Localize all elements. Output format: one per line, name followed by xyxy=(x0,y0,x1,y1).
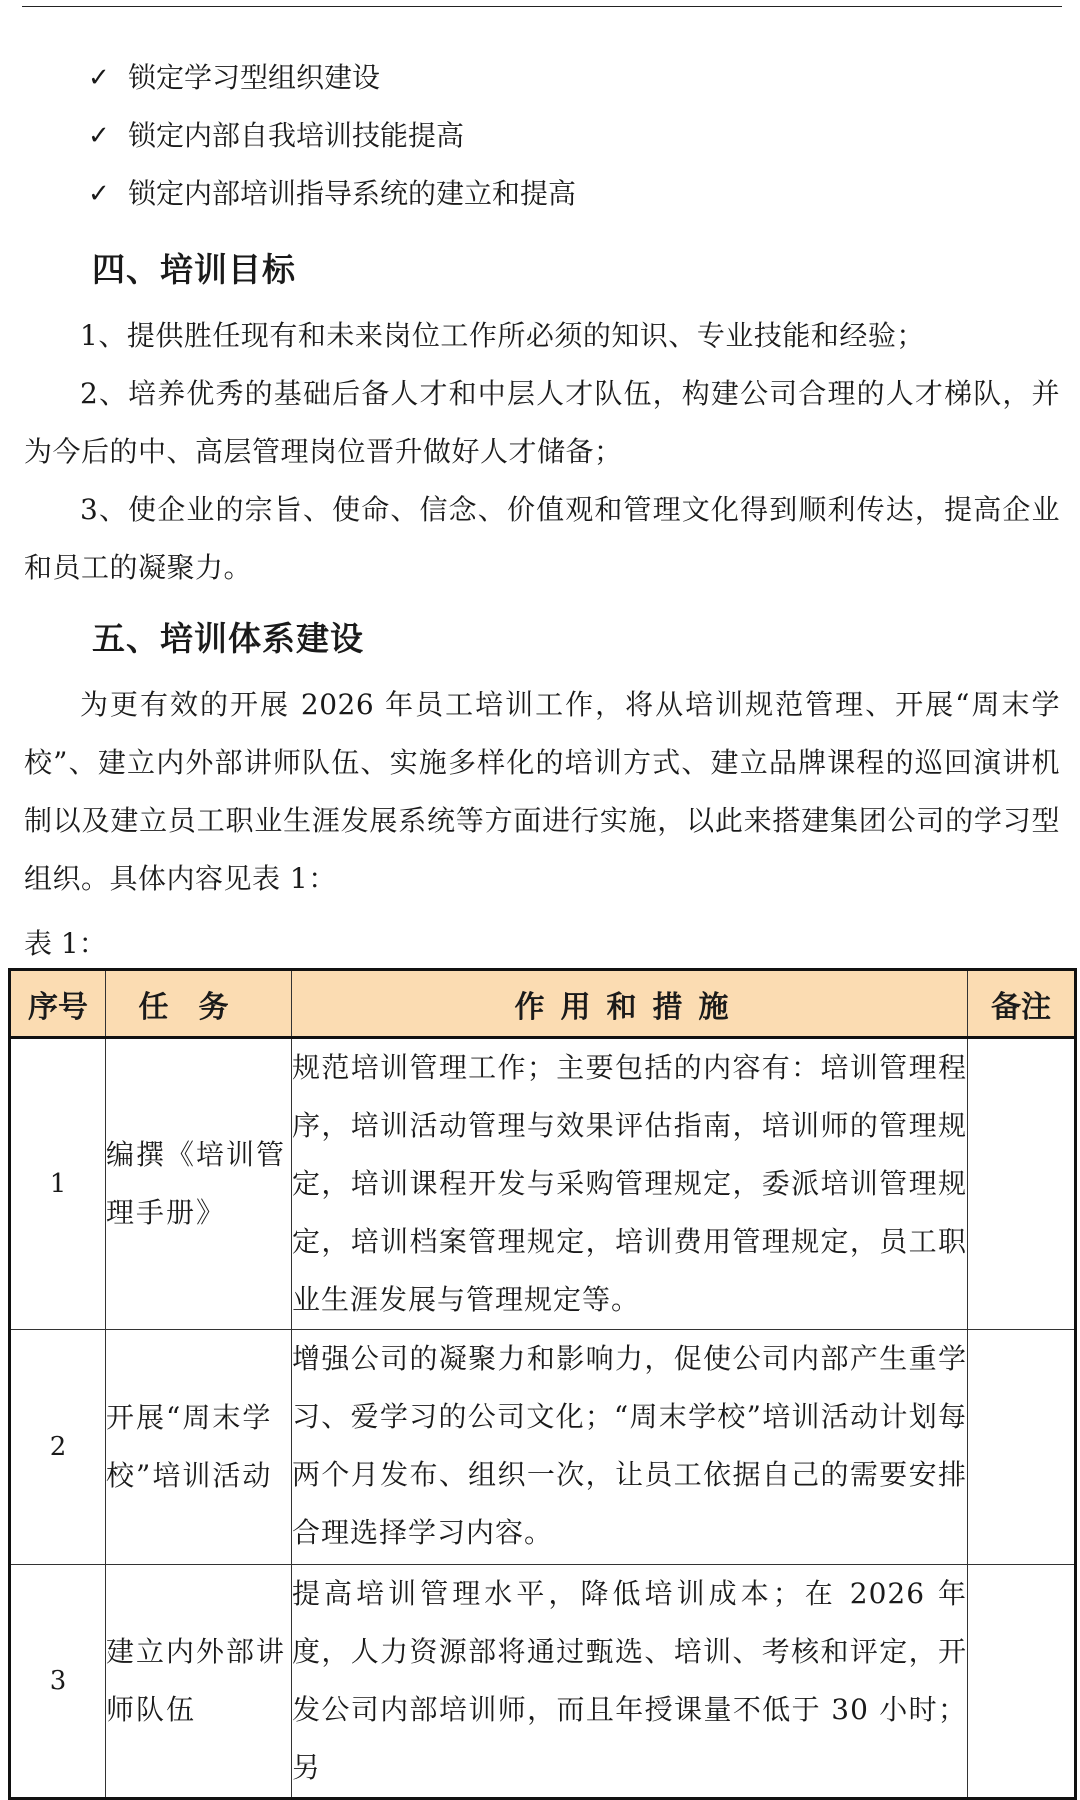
section-heading-training-goals: 四、培训目标 xyxy=(92,250,296,289)
checklist-item xyxy=(88,174,576,232)
table-header-row xyxy=(10,970,1076,1038)
checklist xyxy=(88,58,576,232)
checklist-item xyxy=(88,116,576,174)
goal-item-3: 3、使企业的宗旨、使命、信念、价值观和管理文化得到顺利传达，提高企业和员工的凝聚力。 xyxy=(24,493,1060,584)
header-task: 任务 xyxy=(106,970,292,1038)
training-plan-table xyxy=(8,968,1077,1800)
row-note xyxy=(968,1038,1076,1330)
checkmark-icon: ✓ xyxy=(88,179,110,209)
table-row xyxy=(10,1330,1076,1565)
table-caption: 表 1： xyxy=(24,927,107,960)
section-heading-training-system: 五、培训体系建设 xyxy=(92,619,364,658)
header-rule xyxy=(22,6,1062,7)
table-row xyxy=(10,1565,1076,1799)
row-task: 开展“周末学校”培训活动 xyxy=(106,1330,292,1565)
row-measures: 增强公司的凝聚力和影响力，促使公司内部产生重学习、爱学习的公司文化；“周末学校”培训活动计划每两个月发布、组织一次，让员工依据自己的需要安排合理选择学习内容。 xyxy=(292,1330,968,1565)
goal-item-2: 2、培养优秀的基础后备人才和中层人才队伍，构建公司合理的人才梯队，并为今后的中、高层管理岗位晋升做好人才储备； xyxy=(24,377,1060,468)
row-task: 建立内外部讲师队伍 xyxy=(106,1565,292,1799)
table-row xyxy=(10,1038,1076,1330)
header-no: 序号 xyxy=(10,970,106,1038)
checkmark-icon: ✓ xyxy=(88,121,110,151)
row-no: 1 xyxy=(10,1038,106,1330)
system-intro-paragraph: 为更有效的开展 2026 年员工培训工作，将从培训规范管理、开展“周末学校”、建立内外部讲师队伍、实施多样化的培训方式、建立品牌课程的巡回演讲机制以及建立员工职业生涯发展系统等方面进行实施，以此来搭建集团公司的学习型组织。具体内容见表 1： xyxy=(24,688,1060,895)
checklist-item-text: 锁定学习型组织建设 xyxy=(128,61,381,94)
checklist-item-text: 锁定内部自我培训技能提高 xyxy=(128,119,465,152)
checklist-item xyxy=(88,58,576,116)
row-no: 2 xyxy=(10,1330,106,1565)
row-task: 编撰《培训管理手册》 xyxy=(106,1038,292,1330)
row-note xyxy=(968,1565,1076,1799)
checklist-item-text: 锁定内部培训指导系统的建立和提高 xyxy=(128,177,577,210)
header-note: 备注 xyxy=(968,970,1076,1038)
row-measures: 提高培训管理水平，降低培训成本；在 2026 年度，人力资源部将通过甄选、培训、考核和评定，开发公司内部培训师，而且年授课量不低于 30 小时；另 xyxy=(292,1565,968,1799)
row-no: 3 xyxy=(10,1565,106,1799)
goal-item-1: 1、提供胜任现有和未来岗位工作所必须的知识、专业技能和经验； xyxy=(80,319,925,352)
row-measures: 规范培训管理工作；主要包括的内容有：培训管理程序，培训活动管理与效果评估指南，培训师的管理规定，培训课程开发与采购管理规定，委派培训管理规定，培训档案管理规定，培训费用管理规定，员工职业生涯发展与管理规定等。 xyxy=(292,1038,968,1330)
checkmark-icon: ✓ xyxy=(88,63,110,93)
row-note xyxy=(968,1330,1076,1565)
header-measures: 作用和措施 xyxy=(292,970,968,1038)
